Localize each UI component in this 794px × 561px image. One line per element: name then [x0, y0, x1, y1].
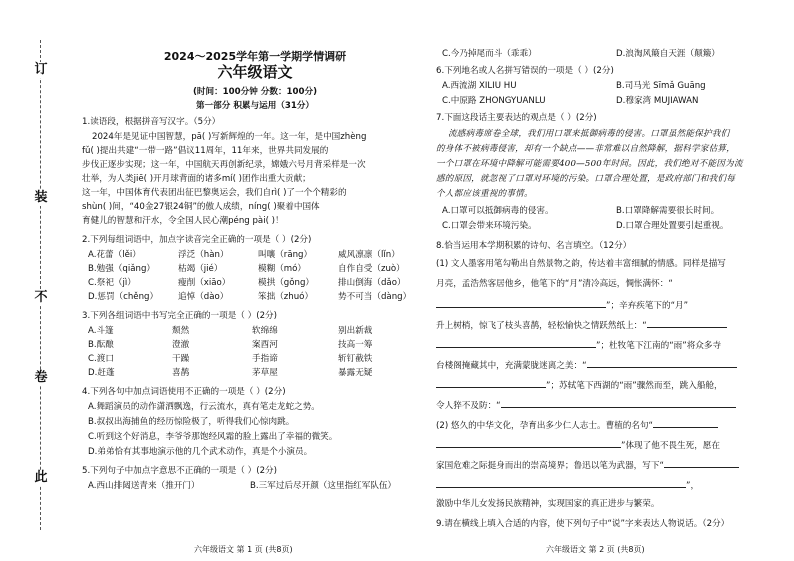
q8-text: ”体现了他不畏生死，愿在: [621, 441, 720, 451]
q6-title: 6.下列地名或人名拼写错误的一项是（ ）(2分): [436, 66, 614, 76]
q8-text: ”；苏轼笔下西湖的“雨”骤然而至，跳入船舱，: [546, 381, 723, 391]
answer-blank[interactable]: [436, 478, 686, 488]
q2-cell: D.惩罚（chěng）: [88, 292, 159, 302]
q3-cell: B.酝酿: [88, 340, 114, 350]
q2-cell: 叫嚷（rāng）: [258, 250, 313, 260]
q1-line: shùn( )间，“40金27银24铜”的傲人成绩，níng( )聚着中国体: [82, 202, 320, 212]
exam-meta: (时间：100分钟 分数：100分): [192, 87, 318, 97]
q3-cell: 软绵绵: [252, 326, 278, 336]
answer-blank[interactable]: [587, 358, 737, 368]
q8-title: 8.恰当运用本学期积累的诗句、名言填空。（12分）: [436, 241, 632, 251]
q6-option: A.西流湖 XILIU HU: [442, 81, 517, 91]
q3-cell: 斩钉截铁: [338, 354, 373, 364]
q3-cell: 案酉河: [252, 340, 278, 350]
q2-cell: 浮泛（hàn）: [178, 250, 229, 260]
answer-blank[interactable]: [501, 398, 736, 408]
q1-title: 1.读语段，根据拼音写汉字。（5分）: [82, 117, 221, 127]
q2-cell: C.祭祀（jì）: [88, 278, 136, 288]
q8-text: 家国危难之际挺身而出的崇高境界；鲁迅以笔为武器，写下“: [436, 461, 664, 471]
answer-blank[interactable]: [436, 338, 596, 348]
answer-blank[interactable]: [647, 318, 727, 328]
q8-text-row: [436, 418, 718, 433]
q3-cell: C.渡口: [88, 354, 114, 364]
q8-text-row: [436, 338, 721, 353]
part-heading: 第一部分 积累与运用（31分）: [195, 101, 315, 111]
q8-text: (2) 悠久的中华文化，孕育出多少仁人志士。曹植的名句“: [436, 421, 654, 431]
answer-blank[interactable]: [436, 438, 621, 448]
q2-cell: 枯竭（jié）: [178, 264, 223, 274]
q2-cell: 排山倒海（dǎo）: [338, 278, 406, 288]
q8-text: ”，: [686, 481, 700, 491]
q7-option: A.口罩可以抵御病毒的侵害。: [442, 206, 554, 216]
q4-title: 4.下列各句中加点词语使用不正确的一项是（ ）(2分): [82, 387, 286, 397]
answer-blank[interactable]: [436, 298, 606, 308]
q5-option: A.西山排闼送青来（推开门）: [88, 481, 200, 491]
q7-passage-line: 个人都应该重视的事情。: [436, 189, 533, 199]
q2-cell: 模拱（gǒng）: [258, 278, 314, 288]
q7-passage-line: 感的原因，就忽视了口罩对环境的污染。口罩合理处置，是政府部门和我们每: [436, 174, 735, 184]
q2-cell: B.勉强（qiǎng）: [88, 264, 156, 274]
exam-page-1: [82, 0, 428, 561]
q3-cell: 别出新裁: [338, 326, 373, 336]
q8-text-row: [436, 478, 699, 493]
answer-blank[interactable]: [664, 458, 739, 468]
q7-passage-line: 一个口罩在环境中降解可能需要400—500年时间。因此，我们绝对不能因为流: [436, 159, 743, 169]
q7-passage-line: 流感病毒席卷全球，我们用口罩来抵御病毒的侵害。口罩虽然能保护我们: [448, 129, 730, 139]
binding-margin: [0, 0, 58, 561]
q8-text-row: [436, 358, 737, 373]
q5-title: 5.下列句子中加点字意思不正确的一项是（ ）(2分): [82, 466, 277, 476]
q1-line: 这一年，中国体育代表团出征巴黎奥运会，我们自rì( )了一个个精彩的: [82, 188, 347, 198]
q7-option: B.口罩降解需要很长时间。: [616, 206, 720, 216]
q9-title: 9.请在横线上填入合适的内容，使下列句子中“说”字来表达人物说话。（2分）: [436, 519, 730, 529]
q5-option: B.三军过后尽开颜（这里指红军队伍）: [250, 481, 397, 491]
q2-cell: 笨拙（zhuó）: [258, 292, 314, 302]
q7-option: D.口罩合理处置要引起重视。: [616, 221, 729, 231]
q1-line: 2024年是见证中国智慧，pā( )写新辉煌的一年。这一年，是中国zhèng: [92, 132, 367, 142]
page-footer: 六年级语文 第 1 页 (共8页): [194, 545, 293, 554]
q8-text: ”；辛弃疾笔下的“月”: [606, 301, 689, 311]
q3-cell: 颓然: [172, 326, 190, 336]
q7-option: C.口罩会带来环境污染。: [442, 221, 537, 231]
exam-page-2: [436, 0, 786, 561]
q2-cell: A.花蕾（lěi）: [88, 250, 141, 260]
q8-text: 激励中华儿女发扬民族精神，实现国家的真正进步与繁荣。: [436, 499, 660, 509]
q8-text-row: [436, 458, 739, 473]
q1-line: fǔ( )提出共建“一带一路”倡议11周年，11年来，世界共同发展的: [82, 146, 329, 156]
answer-blank[interactable]: [436, 378, 546, 388]
margin-char: 装: [30, 190, 52, 206]
margin-char: 订: [30, 62, 52, 78]
q3-cell: 技高一筹: [338, 340, 373, 350]
q8-text: (1) 文人墨客用笔勾勒出自然景物之韵，传达着丰富细腻的情感。同样是描写: [436, 259, 726, 269]
q2-cell: 追悼（dào）: [178, 292, 229, 302]
q3-cell: 澄澈: [172, 340, 190, 350]
margin-char: 卷: [30, 370, 52, 386]
q3-cell: D.赶蓬: [88, 368, 115, 378]
q8-text: 令人猝不及防：“: [436, 401, 501, 411]
q7-title: 7.下面这段话主要表达的观点是（ ）(2分): [436, 113, 597, 123]
q8-text: 台楼阁掩藏其中，充满蒙胧迷离之美：“: [436, 361, 587, 371]
q4-option: D.弟弟恰有其事地演示他的几个武术动作，真是个小演员。: [88, 447, 313, 457]
q2-cell: 瘦削（xiāo）: [178, 278, 231, 288]
q7-passage-line: 的身体不被病毒侵害，却有一个缺点——非常难以自然降解，据科学家估算，: [436, 144, 735, 154]
q8-text: 升上树梢，惊飞了枝头喜鹊，轻松愉快之情跃然纸上：“: [436, 321, 647, 331]
q1-line: 步伐正逐步实现；这一年，中国航天再创新纪录，嫦娥六号月背采样是一次: [82, 160, 366, 170]
q2-cell: 威风凛凛（lǐn）: [338, 250, 400, 260]
q6-option: C.中原路 ZHONGYUANLU: [442, 96, 546, 106]
q8-text-row: [436, 298, 688, 313]
q8-text-row: [436, 398, 736, 413]
q3-title: 3.下列各组词语中书写完全正确的一项是（ ）(2分): [82, 311, 277, 321]
q1-line: 育健儿的智慧和汗水，令全国人民心潮péng pài( )！: [82, 216, 284, 226]
answer-blank[interactable]: [653, 418, 718, 428]
margin-char: 此: [30, 470, 52, 486]
q8-text: 月亮，孟浩然客居他乡，他笔下的“月”清冷高远，惆怅满怀：“: [436, 279, 673, 289]
q3-cell: 手指谛: [252, 354, 278, 364]
q3-cell: A.斗篷: [88, 326, 114, 336]
q3-cell: 干躁: [172, 354, 190, 364]
q8-text-row: [436, 378, 723, 393]
q2-cell: 势不可当（dàng）: [338, 292, 412, 302]
q3-cell: 茅草屋: [252, 368, 278, 378]
q4-option: B.叔叔出海捕鱼的经历惊险极了，听得我们心惊肉跳。: [88, 417, 295, 427]
q8-text: ”；杜牧笔下江南的“雨”将众多寺: [596, 341, 722, 351]
exam-title: 2024～2025学年第一学期学情调研: [163, 50, 347, 63]
subject-title: 六年级语文: [217, 63, 293, 81]
q2-title: 2.下列每组词语中，加点字读音完全正确的一项是（ ）(2分): [82, 235, 312, 245]
q3-cell: 喜鹊: [172, 368, 190, 378]
q6-option: B.司马光 Sīmǎ Guāng: [616, 81, 706, 91]
q6-option: D.穆家湾 MUJIAWAN: [616, 96, 699, 106]
q8-text-row: [436, 438, 720, 453]
margin-char: 不: [30, 290, 52, 306]
q2-cell: 模糊（mó）: [258, 264, 307, 274]
q5-option: C.今乃掉尾而斗（乖乖）: [442, 49, 537, 59]
q3-cell: 暴露无疑: [338, 368, 373, 378]
q5-option: D.浪淘风簸自天涯（颠簸）: [616, 49, 720, 59]
q2-cell: 自作自受（zuò）: [338, 264, 405, 274]
margin-cut-line: [40, 40, 41, 530]
q4-option: A.舞蹈演员的动作潇洒飘逸，行云流水，真有笔走龙蛇之势。: [88, 402, 320, 412]
q8-text-row: [436, 318, 727, 333]
q4-option: C.听到这个好消息，李爷爷那饱经风霜的脸上露出了幸福的微笑。: [88, 432, 338, 442]
q1-line: 壮举，为人类jiē( )开月球背面的诸多mí( )团作出重大贡献；: [82, 174, 311, 184]
page-footer: 六年级语文 第 2 页 (共8页): [546, 545, 645, 554]
